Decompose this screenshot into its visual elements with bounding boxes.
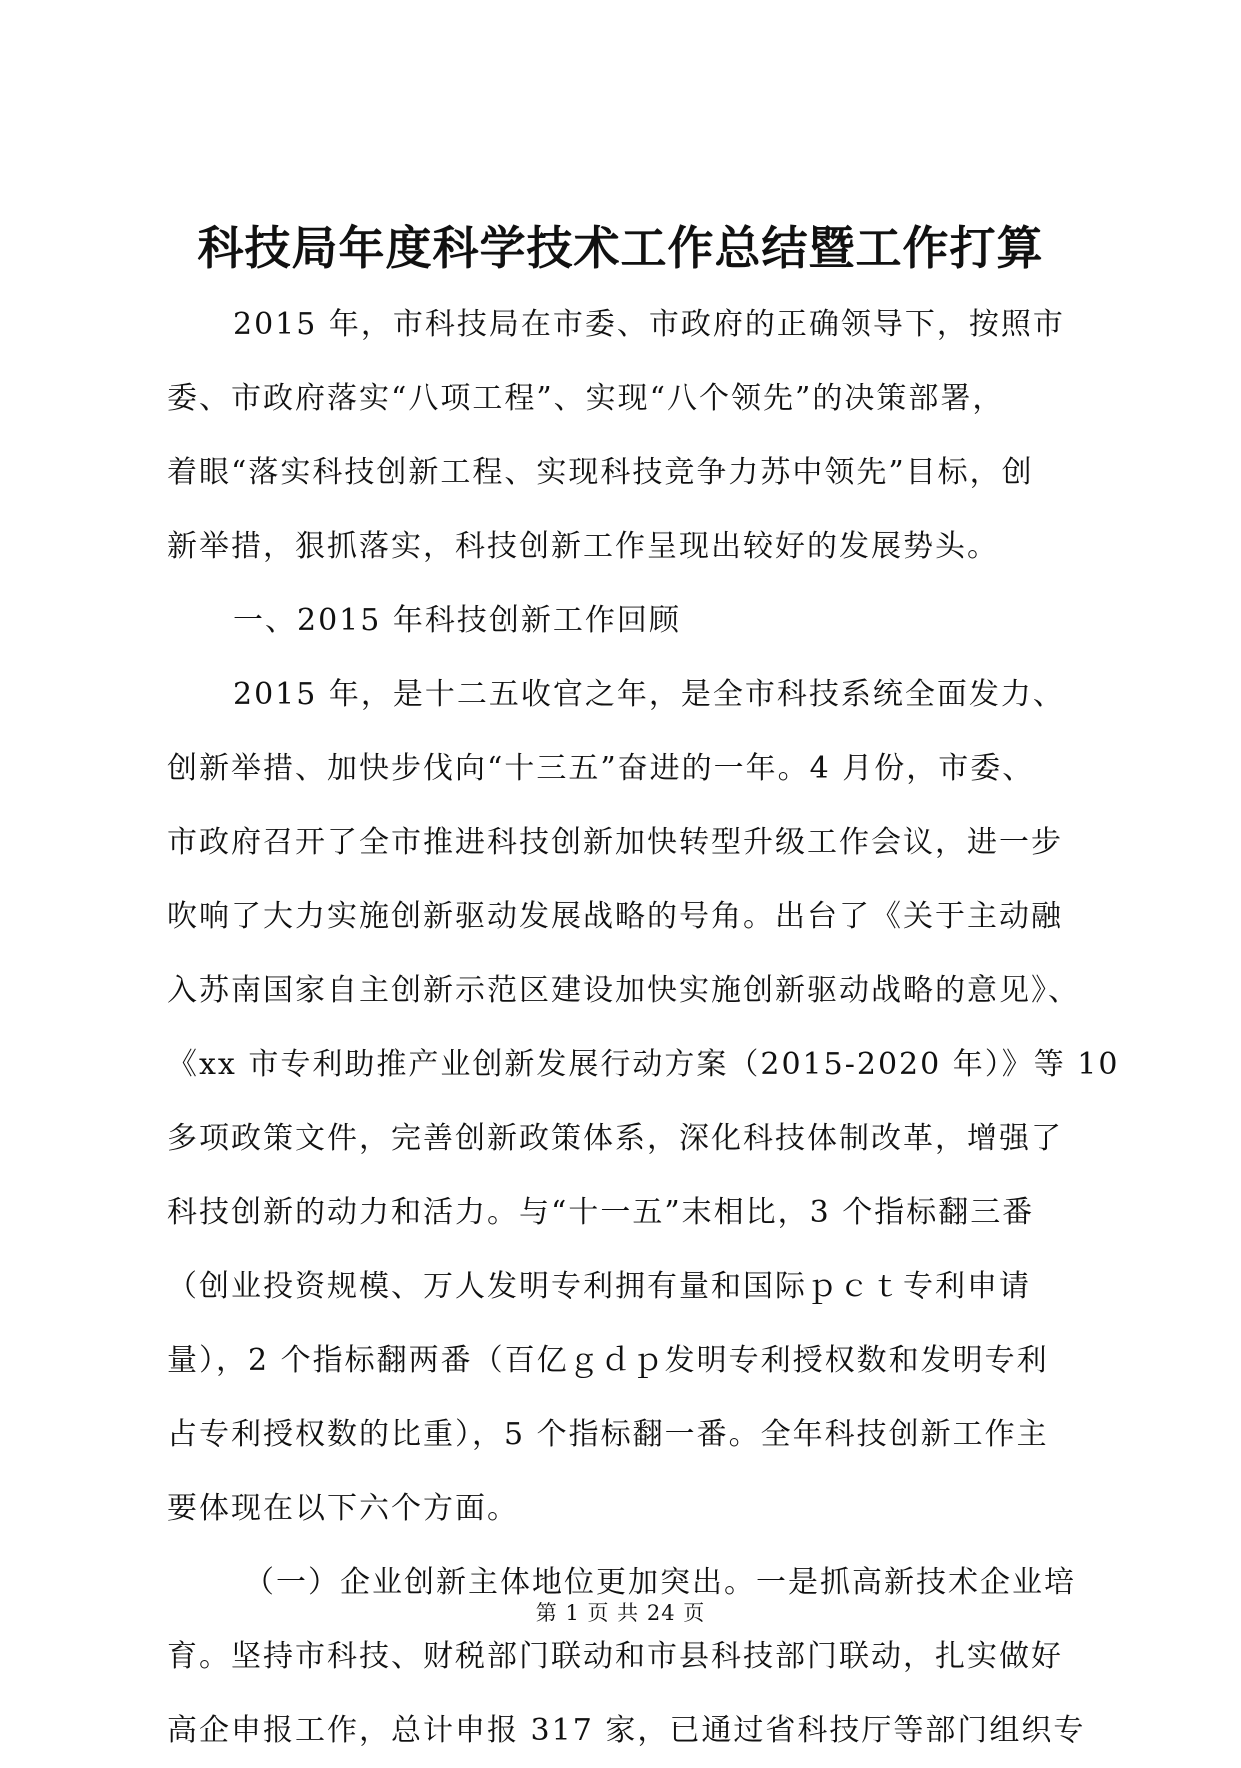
paragraph-line: 入苏南国家自主创新示范区建设加快实施创新驱动战略的意见》、 — [167, 973, 1080, 1008]
paragraph-line: 育。坚持市科技、财税部门联动和市县科技部门联动，扎实做好 — [167, 1639, 1063, 1674]
paragraph-line: 2015 年，是十二五收官之年，是全市科技系统全面发力、 — [233, 677, 1065, 712]
paragraph-line: 高企申报工作，总计申报 317 家，已通过省科技厅等部门组织专 — [167, 1713, 1086, 1748]
paragraph-line: 科技创新的动力和活力。与“十一五”末相比，3 个指标翻三番 — [167, 1195, 1035, 1230]
paragraph-line: 《xx 市专利助推产业创新发展行动方案（2015-2020 年）》等 10 — [167, 1047, 1120, 1082]
paragraph-line: 吹响了大力实施创新驱动发展战略的号角。出台了《关于主动融 — [167, 899, 1063, 934]
paragraph-line: 多项政策文件，完善创新政策体系，深化科技体制改革，增强了 — [167, 1121, 1063, 1156]
paragraph-line: 创新举措、加快步伐向“十三五”奋进的一年。4 月份，市委、 — [167, 751, 1035, 786]
section-heading: 一、2015 年科技创新工作回顾 — [233, 603, 681, 638]
page-number-footer: 第 1 页 共 24 页 — [535, 1601, 706, 1625]
paragraph-line: 占专利授权数的比重），5 个指标翻一番。全年科技创新工作主 — [167, 1417, 1049, 1452]
paragraph-line: 着眼“落实科技创新工程、实现科技竞争力苏中领先”目标，创 — [167, 455, 1034, 490]
paragraph-line: 2015 年，市科技局在市委、市政府的正确领导下，按照市 — [233, 307, 1065, 342]
paragraph-line: （一）企业创新主体地位更加突出。一是抓高新技术企业培 — [244, 1565, 1076, 1600]
paragraph-line: 新举措，狠抓落实，科技创新工作呈现出较好的发展势头。 — [167, 529, 999, 564]
paragraph-line: （创业投资规模、万人发明专利拥有量和国际ｐｃｔ专利申请 — [167, 1269, 1031, 1304]
document-body — [167, 288, 1120, 1768]
paragraph-line: 量），2 个指标翻两番（百亿ｇｄｐ发明专利授权数和发明专利 — [167, 1343, 1049, 1378]
paragraph-line: 要体现在以下六个方面。 — [167, 1491, 519, 1526]
paragraph-line: 市政府召开了全市推进科技创新加快转型升级工作会议，进一步 — [167, 825, 1063, 860]
paragraph-line: 委、市政府落实“八项工程”、实现“八个领先”的决策部署， — [167, 381, 1005, 416]
document-title: 科技局年度科学技术工作总结暨工作打算 — [197, 221, 1044, 275]
